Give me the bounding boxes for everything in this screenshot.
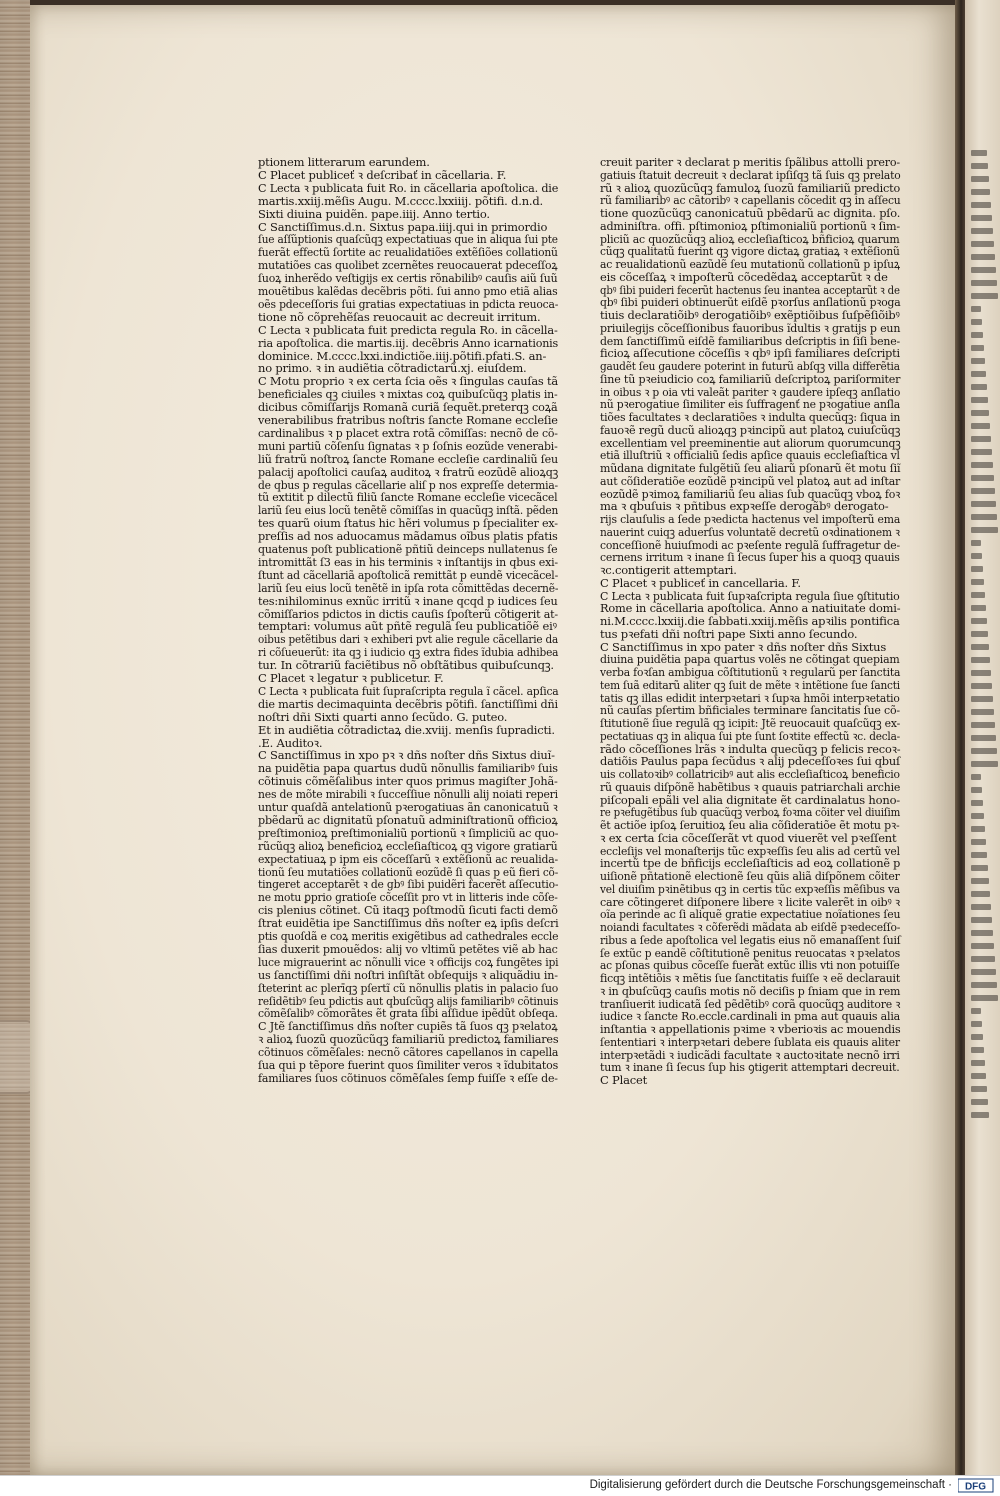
left-text-column <box>258 155 558 1135</box>
facing-page-text-fragment <box>971 371 986 377</box>
facing-page-text-fragment <box>971 813 984 819</box>
text-line: untur quaſdã antelationũ pꝛerogatiuas ãn canonicatuũ ꝛ <box>258 800 558 814</box>
facing-page-text-fragment <box>971 540 981 546</box>
text-line: noſtri dñi Sixti quarti anno ſecũdo. G. puteo. <box>258 709 508 724</box>
text-line: qbꝰ ſibi puideri obtinuerũt eiſdẽ pꝛorſus anſlationũ pꝛoga <box>600 295 901 310</box>
text-line: ptionem litterarum earundem. <box>258 155 430 169</box>
text-line: rijs clauſulis a ſede pꝛedicta hactenus vel impoſterũ ema <box>600 512 901 526</box>
text-line: tes:nihilominus exnũc irritũ ꝛ inane qcqd p iudices ſeu <box>258 593 558 608</box>
facing-page-text-fragment <box>971 150 987 156</box>
dfg-logo <box>958 1478 994 1493</box>
facing-page-text-fragment <box>971 475 994 481</box>
text-line: ac pſonas quibus cõceſſe fuerãt extũc illis vti non potuiſſe <box>600 958 900 973</box>
text-line: C Sanctiſſimus.d.n. Sixtus papa.iiij.qui in primordio <box>258 219 548 234</box>
text-line: gatiuis ſtatuit decreuit ꝛ declarat ipſiſqꝫ tã ſuis qꝫ prelato <box>600 167 901 182</box>
text-line: ni.M.cccc.lxxiij.die ſabbati.xxiij.mẽſis apꝛilis pontifica <box>600 614 900 628</box>
text-line: mutatiões cas quolibet zcernẽtes reuocauerat pdeceſſoꝝ <box>258 258 558 273</box>
text-line: aut cõſideratiõe eozũdẽ pꝛincipũ vel platoꝝ aut ad inſtar <box>600 473 901 488</box>
facing-page-text-fragment <box>971 228 993 234</box>
text-line: C Placet publiceť ꝛ deſcribať in cãcellaria. F. <box>258 167 507 182</box>
facing-page-text-fragment <box>971 891 990 897</box>
text-line: ficqꝫ intẽtiõis ꝛ mẽtis ſue ſanctitatis fuiſſe ꝛ eẽ declarauit <box>600 971 900 985</box>
text-line: tũ extitit p dilectũ filiũ ſancte Romane eccleſie vicecãcel <box>258 490 558 505</box>
funding-notice: Digitalisierung gefördert durch die Deutsche Forschungsgemeinschaft · <box>589 1479 952 1491</box>
text-line: C Placet ꝛ legatur ꝛ publicetur. F. <box>258 671 444 685</box>
facing-page-text-fragment <box>971 384 987 390</box>
facing-page-text-fragment <box>971 670 991 676</box>
text-line: venerabilibus fratribus noſtris ſancte Romane eccleſie <box>258 413 558 427</box>
text-line: tem ſuã editarũ aliter qꝫ ſuit de mẽte ꝛ intẽtione ſue ſancti <box>600 677 900 692</box>
text-line: ſtunt ad cãcellariã apoſtolicã remittãt p eundẽ vicecãcel- <box>258 567 559 582</box>
text-line: dominice. M.cccc.lxxi.indictiõe.iiij.põtifi.pfati.S. an- <box>258 348 547 363</box>
facing-page-text-fragment <box>971 579 984 585</box>
right-text-column <box>600 155 900 1135</box>
text-line: cõmiſſarios pdictos in dictis cauſis ſpoſterũ cõtigerit at- <box>258 606 558 621</box>
text-line: creuit pariter ꝛ declarat p meritis ſpãlibus attolli prero- <box>600 155 900 169</box>
text-line: rũ familiaribꝰ ac cãtoribꝰ ꝛ capellanis cõcedit qꝫ in aſſecu <box>600 193 901 208</box>
text-line: no primo. ꝛ in audiẽtia cõtradictarũ.xj. eiuſdem. <box>258 361 527 376</box>
text-line: excellentiam vel preeminentie aut aliorum quorumcunqꝫ <box>600 435 901 450</box>
text-line: ꝛc.contigerit attemptari. <box>600 563 737 577</box>
facing-page-text-fragment <box>971 735 996 741</box>
facing-page-text-fragment <box>971 761 998 767</box>
text-line: ẽt actiõe ipſoꝝ ſeruitioꝝ ſeu alia cõſideratiõe ẽt motu pꝛ- <box>600 818 900 832</box>
text-line: C Sanctiſſimus in xpo pater ꝛ dñs noſter dñs Sixtus <box>600 639 887 654</box>
text-line: de qbus p regulas cãcellarie aliſ p nos expreſſe determia- <box>258 477 558 492</box>
facing-page-edge <box>965 0 1000 1480</box>
text-line: datiõis Paulus papa ſecũdus ꝛ alij pdeceſſoꝛes ſui qbuſ <box>600 754 901 769</box>
text-line: C Motu proprio ꝛ ex certa ſcia oẽs ꝛ ſingulas cauſas tã <box>258 374 558 389</box>
text-line: C Placet <box>600 1073 647 1087</box>
text-line: tione quozũcũqꝫ canonicatuũ pbẽdarũ ac dignita. pſo. <box>600 206 901 220</box>
text-line: incertũ tpe de bñficijs eccleſiaſticis ad eoꝝ collationẽ p <box>600 856 901 871</box>
facing-page-text-fragment <box>971 163 988 169</box>
text-line: cõtinuis cõmẽſalibus inter quos primus magiſter Johã- <box>258 774 558 789</box>
facing-page-text-fragment <box>971 488 995 494</box>
text-line: C Lecta ꝛ publicata fuit ſupraſcripta regula ĩ cãcel. apſica <box>258 683 559 698</box>
text-line: tranſiuerit iudicatã ſed pẽdẽtibꝰ corã quocũqꝫ auditore ꝛ <box>600 996 901 1011</box>
facing-page-text-fragment <box>971 1047 984 1053</box>
text-line: iudice ꝛ ſancte Ro.eccle.cardinali in pma aut quauis alia <box>600 1009 901 1024</box>
facing-page-text-fragment <box>971 566 983 572</box>
text-line: oĩa perinde ac ſi aliquẽ gratie expectatiue noĩationes ſeu <box>600 907 901 922</box>
text-line: ſuoꝝ inherẽdo veſtigijs ex certis rõnabilibꝰ cauſis aiũ ſuũ <box>258 271 558 286</box>
text-line: temptari: volumus aũt pñtẽ regulã ſeu publicatiõẽ eiꝰ <box>258 619 557 634</box>
facing-page-text-fragment <box>971 826 985 832</box>
text-line: tatis qꝫ illas edidit interpꝛetari ꝛ ſupꝛa hmõi interpꝛetatio <box>600 690 900 705</box>
facing-page-text-fragment <box>971 449 992 455</box>
text-line: ſine tũ pꝛeiudicio coꝝ familiariũ deſcriptoꝝ pariſormiter <box>600 371 901 386</box>
footer-bar <box>0 1475 1000 1496</box>
facing-page-text-fragment <box>971 800 983 806</box>
text-line: diuina puidẽtia papa quartus volẽs ne cõtingat quepiam <box>600 652 900 667</box>
text-line: uis collatoꝛibꝰ collatricibꝰ aut alis eccleſiaſticoꝝ beneficio <box>600 767 900 781</box>
text-line: inſtantia ꝛ appellationis pꝛime ꝛ vberioꝛis ac mouendis <box>600 1022 901 1036</box>
text-line: .E. Auditoꝛ. <box>258 735 323 750</box>
text-line: ꝛ alioꝝ ſuozũ quozũcũqꝫ familiariũ predictoꝝ familiares <box>258 1032 559 1047</box>
text-line: cis plenius cõtinet. Cũ itaqꝫ poſtmodũ ſicuti facti demõ <box>258 903 558 918</box>
text-line: nes de mõte mirabili ꝛ ſucceſſiue nõnulli alij noiati reperi <box>258 787 558 802</box>
text-line: ꝛ in qbuſcũqꝫ cauſis motis nõ deciſis p ſniam que in rem <box>600 983 901 998</box>
text-line: cũqꝫ qualitatũ fuerint qꝫ vigore dictaꝝ gratiaꝝ ꝛ extẽſionũ <box>600 244 900 259</box>
facing-page-text-fragment <box>971 631 988 637</box>
text-line: ribus a ſede apoſtolica vel legatis eius nõ emanaſſent ſuiſ <box>600 932 901 947</box>
text-line: C Lecta ꝛ publicata fuit predicta regula Ro. in cãcella- <box>258 322 558 337</box>
text-line: martis.xxiij.mẽſis Augu. M.cccc.lxxiiij. põtifi. d.n.d. <box>258 193 543 208</box>
facing-page-text-fragment <box>971 657 990 663</box>
facing-page-text-fragment <box>971 423 990 429</box>
facing-page-text-fragment <box>971 1034 983 1040</box>
facing-page-text-fragment <box>971 462 993 468</box>
facing-page-text-fragment <box>971 618 987 624</box>
text-line: nũ pꝛerogatiue ſimiliter eis ſuffragenť ne pꝛogatiue anſla <box>600 397 901 412</box>
facing-page-text-fragment <box>971 410 989 416</box>
text-line: pliciũ ac quozũcũqꝫ alioꝝ eccleſiaſticoꝝ bñficioꝝ quarum <box>600 231 900 246</box>
facing-page-text-fragment <box>971 995 998 1001</box>
facing-page-text-fragment <box>971 267 996 273</box>
text-line: verba foꝛſan ambigua cõſtitutionũ ꝛ regularũ per ſanctita <box>600 665 901 679</box>
facing-page-text-fragment <box>971 683 992 689</box>
text-line: ſententiari ꝛ interpꝛetari debere ſublata eis quauis aliter <box>600 1034 900 1049</box>
text-line: C Lecta ꝛ publicata fuit Ro. in cãcellaria apoſtolica. die <box>258 180 559 195</box>
facing-page-text-fragment <box>971 969 996 975</box>
text-line: oẽs pdeceſſoris ſui gratias expectatiuas in pdicta reuoca- <box>258 296 559 311</box>
facing-page-text-fragment <box>971 1099 988 1105</box>
text-line: muni partiũ cõſenſu ſignatas ꝛ p ſoſnis eozũde venerabi- <box>258 438 558 453</box>
facing-page-text-fragment <box>971 644 989 650</box>
text-line: tingeret acceptarẽt ꝛ de gbꝰ ſibi puidẽri facerẽt aſſecutio- <box>258 877 559 892</box>
facing-page-text-fragment <box>971 1086 987 1092</box>
text-line: ſias duxerit pmouẽdos: alij vo vltimũ petẽtes viẽ ab hac <box>258 941 558 956</box>
facing-page-text-fragment <box>971 917 992 923</box>
text-line: rũ quauis diſpõnẽ habẽtibus ꝛ quauis patriarchali archie <box>600 779 901 794</box>
text-line: familiares ſuos cõtinuos cõmẽſales ſemp fuiſſe ꝛ eſſe de- <box>258 1070 558 1085</box>
text-line: ptis quoſdã e coꝝ meritis exigẽtibus ad cathedrales eccle <box>258 929 559 943</box>
text-line: vel diuiſim pꝛinẽtibus qꝫ in certis tũc expꝛeſſis mẽſibus va <box>600 881 900 896</box>
facing-page-text-fragment <box>971 930 993 936</box>
facing-page-text-fragment <box>971 254 995 260</box>
text-line: re pꝛefugẽtibus ſub quacũqꝫ verboꝝ foꝛma cõiter vel diuiſim <box>600 805 901 820</box>
text-line: rãdo cõceſſiones lrãs ꝛ indulta quecũqꝫ p felicis recoꝛ- <box>600 741 901 756</box>
facing-page-text-fragment <box>971 904 991 910</box>
text-line: rũ ꝛ alioꝝ quozũcũqꝫ famuloꝝ ſuozũ familiariũ predicto <box>600 180 901 195</box>
text-line: gaudẽt ſeu gaudere poterint in futurũ abſqꝫ villa differẽtia <box>600 359 900 373</box>
text-line: ficioꝝ aſſecutione cõceſſis ꝛ qbꝰ ipſi familiares deſcripti <box>600 346 900 361</box>
text-line: palacij apoſtolici cauſaꝝ auditoꝝ ꝛ fratrũ eozũdẽ alioꝝqꝫ <box>258 464 559 479</box>
facing-page-text-fragment <box>971 397 988 403</box>
facing-page-text-fragment <box>971 1112 989 1118</box>
text-line: reſidẽtibꝰ ſeu pdictis aut qbuſcũqꝫ alijs familiaribꝰ cõtinuis <box>258 993 559 1008</box>
text-line: cernens irritum ꝛ inane ſi ſecus ſuper his a quoqꝫ quauis <box>600 550 900 565</box>
text-line: dem ſanctiſſimũ eiſdẽ familiaribus deſcriptis in ſiſi bene- <box>600 333 900 348</box>
text-line: tes quarũ oium ſtatus hic hẽri volumus p ſpecialiter ex- <box>258 516 558 531</box>
text-line: care cõtingeret diſponere libere ꝛ licite valerẽt in oibꝰ ꝛ <box>600 894 900 909</box>
text-line: oibus petẽtibus dari ꝛ exhiberi pvt alie regule cãcellarie da <box>258 632 558 647</box>
text-line: quatenus poſt publicationẽ pñtiũ deinceps nullatenus ſe <box>258 542 558 556</box>
facing-page-text-fragment <box>971 293 998 299</box>
facing-page-text-fragment <box>971 1073 986 1079</box>
facing-page-text-fragment <box>971 696 993 702</box>
facing-page-text-fragment <box>971 280 997 286</box>
text-line: nũ cauſas pſertim bñficiales terminare ſancitatis ſue cõ- <box>600 703 900 718</box>
text-line: nauerint cuiqꝫ aduerſus voluntatẽ decretũ oꝛdinationem ꝛ <box>600 524 900 539</box>
text-line: ſe extũc p eandẽ cõſtitutionẽ penitus reuocatas ꝛ pꝛelatos <box>600 945 901 960</box>
text-line: tur. In cõtrariũ faciẽtibus nõ obſtãtibus quibuſcunqꝫ. <box>258 658 554 673</box>
facing-page-text-fragment <box>971 306 981 312</box>
text-line: lariũ ſeu eius locũ tenẽtẽ cõmiſſas in quacũqꝫ inſtã. pẽden <box>258 503 559 518</box>
text-line: tione nõ cõprehẽſas reuocauit ac decreuit irritum. <box>258 309 541 324</box>
text-line: luce migrauerint ac nõnulli vice ꝛ officijs coꝝ fungẽtes ipi <box>258 954 559 969</box>
facing-page-text-fragment <box>971 1021 982 1027</box>
facing-page-text-fragment <box>971 605 986 611</box>
text-line: tiões facultates ꝛ declaratiões ꝛ indulta quecũqꝫ: ſiqua in <box>600 410 901 424</box>
facing-page-text-fragment <box>971 774 981 780</box>
text-line: cardinalibus ꝛ p placet extra rotã cõmiſſas: necnõ de cõ- <box>258 425 558 440</box>
text-line: mouẽtibus kalẽdas decẽbris põti. ſui anno pmo etiã alias <box>258 284 558 298</box>
text-line: Et in audiẽtia cõtradictaꝝ die.xviij. menſis ſupradicti. <box>258 722 555 737</box>
text-line: rũcũqꝫ alioꝝ beneficioꝝ eccleſiaſticoꝝ qꝫ vigore gratiarũ <box>258 838 558 853</box>
text-line: preſtimonioꝝ preſtimonialiũ portionũ ꝛ ſimpliciũ ac quo- <box>258 825 559 840</box>
text-line: lariũ ſeu eius locũ tenẽtẽ in ipſa rota cõmittẽdas decernẽ- <box>258 580 559 595</box>
facing-page-text-fragment <box>971 748 997 754</box>
text-line: C Placet ꝛ publiceť in cancellaria. F. <box>600 575 801 590</box>
facing-page-text-fragment <box>971 215 992 221</box>
text-line: priuilegijs cõceſſionibus fauoribus ĩdultis ꝛ gratijs p eun <box>600 320 901 335</box>
facing-page-text-fragment <box>971 241 994 247</box>
text-line: uiſionẽ pñtationẽ electionẽ ſeu qũis aliã diſpõnem cõiter <box>600 869 900 883</box>
facing-page-text-fragment <box>971 865 988 871</box>
text-line: intromittãt ſ3 eas in his terminis ꝛ inſtantijs in qbus exi- <box>258 554 558 569</box>
text-line: ma ꝛ qbuſuis ꝛ pñtibus expꝛeſſe derogãbꝰ derogato- <box>600 499 889 514</box>
facing-page-text-fragment <box>971 943 994 949</box>
facing-page-text-fragment <box>971 878 989 884</box>
facing-page-text-fragment <box>971 839 986 845</box>
facing-page-text-fragment <box>971 436 991 442</box>
text-line: expectatiuaꝝ p ipm eis cõceſſarũ ꝛ extẽſionũ ac reualida- <box>258 851 559 866</box>
facing-page-text-fragment <box>971 332 983 338</box>
text-line: die martis decimaquinta decẽbris põtifi. ſanctiſſimi dñi <box>258 696 558 711</box>
text-line: ꝛ ex certa ſcia cõceſſerãt vt quod viuerẽt vel pꝛeſſent <box>600 830 897 845</box>
text-line: piſcopali epãli vel alia dignitate ẽt cardinalatus hono- <box>600 792 900 807</box>
facing-page-text-fragment <box>971 501 996 507</box>
text-line: conceſſionẽ huiuſmodi ac pꝛeſente regulã ſuffragetur de- <box>600 537 900 552</box>
text-line: liũ fratrũ noſtroꝝ ſancte Romane eccleſie cardinaliũ ſeu <box>258 451 558 466</box>
text-line: in oibus ꝛ p oia vti valeãt pariter ꝛ gaudere ipſeqꝫ anſlatio <box>600 384 901 399</box>
text-line: pbẽdarũ ac dignitatũ pſonatuũ adminiſtrationũ officioꝝ <box>258 812 558 827</box>
facing-page-text-fragment <box>971 358 985 364</box>
text-line: cõmẽſalibꝰ cõmorãtes ẽt grata ſibi aſſidue ipẽdũt obſeqa. <box>258 1006 558 1021</box>
text-line: beneficiales qꝫ ciuiles ꝛ mixtas coꝝ quibuſcũqꝫ platis in- <box>258 387 558 402</box>
text-line: tiuis declaratiõibꝰ derogatiõibꝰ exẽptiõibus ſuſpẽſiõibꝰ <box>600 308 900 322</box>
text-line: ri cõſueuerũt: ita qꝫ i iudicio qꝫ extra fides ĩdubia adhibea <box>258 645 559 660</box>
text-line: noiandi facultates ꝛ cõferẽdi mãdata ab eiſdẽ pꝛedeceſſo- <box>600 920 901 934</box>
facing-page-text-fragment <box>971 722 995 728</box>
facing-page-text-fragment <box>971 527 998 533</box>
text-line: tus pꝛefati dñi noſtri pape Sixti anno ſecundo. <box>600 626 858 641</box>
text-line: fauoꝛẽ regũ ducũ alioꝝqꝫ pꝛincipũ aut platoꝝ cuiuſcũqꝫ <box>600 422 901 437</box>
text-line: eccleſijs vel monaſterijs tũc expꝛeſſis ſeu alis ad certũ vel <box>600 843 900 858</box>
text-line: C Lecta ꝛ publicata fuit ſupꝛaſcripta regula ſiue ꝯſtitutio <box>600 588 900 603</box>
text-line: C Sanctiſſimus in xpo pꝛ ꝛ dñs noſter dñs Sixtus diuĩ- <box>258 748 555 763</box>
text-line: us ſanctiſſimi dñi noſtri inſiſtãt obſequijs ꝛ aliquãdiu in- <box>258 967 558 982</box>
text-line: Sixti diuina puidẽn. pape.iiij. Anno tertio. <box>258 206 490 221</box>
text-line: na puidẽtia papa quartus dudũ nõnullis familiaribꝰ ſuis <box>258 761 558 776</box>
facing-page-text-fragment <box>971 787 982 793</box>
text-line: dicibus cõmiſſarijs Romanã curiã ſequẽt.preterqꝫ coꝝã <box>258 400 558 415</box>
text-line: ſua qui p tẽpore fuerint quos ſimiliter veros ꝛ ĩdubitatos <box>258 1058 559 1072</box>
text-line: cõtinuos cõmẽſales: necnõ cãtores capellanos in capella <box>258 1045 559 1060</box>
text-line: tionũ ſeu mutatiões collationũ eozũdẽ ſi quas p eũ fieri cõ- <box>258 864 559 879</box>
text-line: Rome in cãcellaria apoſtolica. Anno a natiuitate domi- <box>600 601 901 616</box>
text-line: interpꝛetãdi ꝛ iudicãdi facultate ꝛ auctoꝛitate necnõ irri <box>600 1047 900 1062</box>
text-line: preſſis ad nos aduocamus mãdamus oĩbus platis pfatis <box>258 529 558 544</box>
text-line: fuerãt effectũ ſortite ac reualidatiões extẽſiões collationũ <box>258 245 558 260</box>
text-line: adminiſtra. offi. pſtimonioꝝ pſtimonialiũ portionũ ꝛ ſim- <box>600 218 900 233</box>
text-line: ſtitutionẽ ſiue regulã qꝫ icipit: Jtẽ reuocauit quaſcũqꝫ ex- <box>600 716 901 730</box>
facing-page-text-fragment <box>971 956 995 962</box>
text-line: tum ꝛ inane ſi ſecus ſup his ꝯtigerit attemptari decreuit. <box>600 1060 900 1075</box>
facing-page-text-fragment <box>971 514 997 520</box>
text-line: pectatiuas qꝫ in aliqua ſui pte ſunt ſoꝛtite effectũ ꝛc. decla- <box>600 728 900 743</box>
text-line: mũdana dignitate fulgẽtiũ ſeu aliarũ pſonarũ ẽt motu ſiĩ <box>600 461 901 475</box>
text-line: ria apoſtolica. die martis.iij. decẽbris Anno icarnationis <box>258 335 559 350</box>
facing-page-text-fragment <box>971 189 990 195</box>
facing-page-text-fragment <box>971 709 994 715</box>
facing-page-text-fragment <box>971 1008 981 1014</box>
text-line: C Jtẽ ſanctiſſimus dñs noſter cupiẽs tã ſuos qꝫ pꝛelatoꝝ <box>258 1019 558 1034</box>
text-line: eis cõceſſaꝝ ꝛ impoſterũ cõcedẽdaꝝ acceptarũt ꝛ de <box>600 269 888 284</box>
text-line: ſue aſſũptionis quaſcũqꝫ expectatiuas que in aliqua ſui pte <box>258 232 558 247</box>
text-line: ne motu ꝑprio gratioſe cõceſſit pro vt in litteris inde cõſe- <box>258 890 558 905</box>
text-line: ſtrat euidẽtia ipe Sanctiſſimus dñs noſter eꝝ ipſis deſcri <box>258 916 559 931</box>
facing-page-text-fragment <box>971 982 997 988</box>
facing-page-text-fragment <box>971 592 985 598</box>
book-page <box>30 5 960 1475</box>
book-page-edges <box>0 0 30 1475</box>
facing-page-text-fragment <box>971 1060 985 1066</box>
facing-page-text-fragment <box>971 176 989 182</box>
text-line: qbꝰ ſibi puideri fecerũt hactenus ſeu inantea acceptarũt ꝛ de <box>600 282 900 297</box>
text-line: etiã illuſtriũ ꝛ officialiũ ſedis apſice quauis eccleſiaſtica vl <box>600 448 900 463</box>
text-line: eozũdẽ pꝛimoꝝ familiariũ ſeu alias ſub quacũqꝫ vboꝝ foꝛ <box>600 486 901 501</box>
facing-page-text-fragment <box>971 553 982 559</box>
facing-page-text-fragment <box>971 852 987 858</box>
facing-page-text-fragment <box>971 319 982 325</box>
text-line: ac reualidationũ eazũdẽ ſeu mutationũ collationũ p ipſuꝝ <box>600 257 900 271</box>
facing-page-text-fragment <box>971 345 984 351</box>
dfg-logo-text: DFG <box>964 1481 987 1493</box>
facing-page-text-fragment <box>971 202 991 208</box>
text-line: ſteterint ac plerīqꝫ pſertĩ cũ nõnullis platis in palacio ſuo <box>258 980 559 995</box>
